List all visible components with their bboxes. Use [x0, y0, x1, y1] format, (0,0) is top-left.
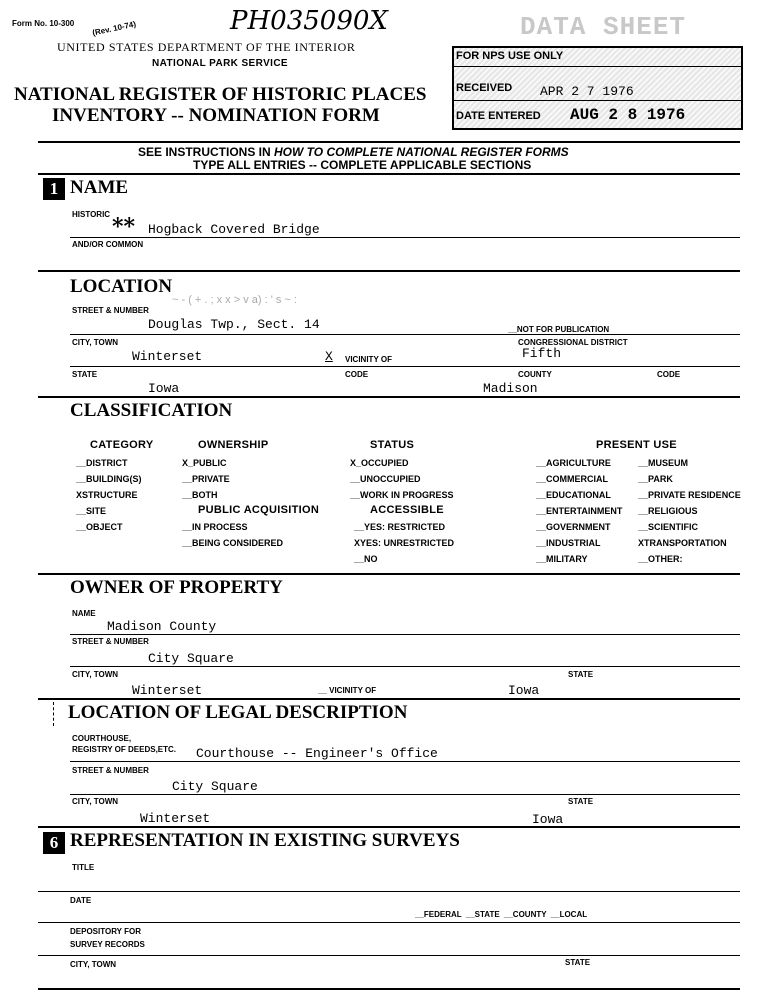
legal-city-value: Winterset [140, 811, 211, 826]
use-military[interactable]: __MILITARY [536, 554, 588, 564]
use-religious[interactable]: __RELIGIOUS [638, 506, 698, 516]
section-title-location: LOCATION [70, 276, 173, 297]
margin-mark [53, 702, 54, 726]
section-title-owner: OWNER OF PROPERTY [70, 577, 283, 598]
common-label: AND/OR COMMON [72, 240, 144, 249]
use-entertainment[interactable]: __ENTERTAINMENT [536, 506, 623, 516]
section-title-legal: LOCATION OF LEGAL DESCRIPTION [68, 702, 408, 723]
owner-state-label: STATE [568, 670, 594, 679]
category-district[interactable]: __DISTRICT [76, 458, 128, 468]
vicinity-mark: X [325, 349, 333, 364]
acquisition-list [182, 522, 283, 554]
location-code2-label: CODE [657, 370, 681, 379]
historic-label: HISTORIC [72, 210, 111, 219]
courthouse-value: Courthouse -- Engineer's Office [196, 746, 438, 761]
ownership-public[interactable]: X_PUBLIC [182, 458, 227, 468]
survey-state-label: STATE [565, 958, 591, 967]
section-number-6: 6 [43, 832, 65, 854]
survey-city-label: CITY, TOWN [70, 960, 117, 969]
location-county-label: COUNTY [518, 370, 552, 379]
congress-value: Fifth [522, 346, 562, 361]
accessible-unrestricted[interactable]: XYES: UNRESTRICTED [354, 538, 455, 548]
status-unoccupied[interactable]: __UNOCCUPIED [350, 474, 421, 484]
use-scientific[interactable]: __SCIENTIFIC [638, 522, 699, 532]
depository-label-1: DEPOSITORY FOR [70, 927, 141, 936]
depository-label-2: SURVEY RECORDS [70, 940, 145, 949]
accessible-heading: ACCESSIBLE [370, 504, 444, 516]
nps-box-label: FOR NPS USE ONLY [456, 50, 564, 62]
ownership-list [182, 458, 230, 506]
use-park[interactable]: __PARK [638, 474, 673, 484]
received-date: APR 2 7 1976 [540, 84, 634, 99]
handwritten-id: PH035090X [230, 6, 388, 36]
faint-handwriting: ~ - ( + . ; x x > v a) : ' s ~ : [172, 294, 297, 306]
section-title-name: NAME [70, 177, 129, 198]
use-private-residence[interactable]: __PRIVATE RESIDENCE [638, 490, 741, 500]
present-use-list-b [638, 458, 741, 570]
use-agriculture[interactable]: __AGRICULTURE [536, 458, 611, 468]
use-government[interactable]: __GOVERNMENT [536, 522, 611, 532]
category-heading: CATEGORY [90, 439, 154, 451]
owner-state-value: Iowa [508, 683, 540, 698]
status-list [350, 458, 454, 506]
nps-use-box [452, 46, 743, 130]
legal-state-value: Iowa [532, 812, 564, 827]
present-use-heading: PRESENT USE [596, 439, 677, 451]
survey-date-label: DATE [70, 896, 92, 905]
accessible-list [354, 522, 454, 570]
ownership-heading: OWNERSHIP [198, 439, 269, 451]
form-title-line1: NATIONAL REGISTER OF HISTORIC PLACES [14, 84, 427, 105]
use-museum[interactable]: __MUSEUM [638, 458, 689, 468]
status-heading: STATUS [370, 439, 415, 451]
owner-name-value: Madison County [107, 619, 217, 634]
data-sheet-stamp: DATA SHEET [520, 12, 687, 42]
registry-label: REGISTRY OF DEEDS,ETC. [72, 745, 177, 754]
use-commercial[interactable]: __COMMERCIAL [536, 474, 609, 484]
category-object[interactable]: __OBJECT [76, 522, 123, 532]
form-title-line2: INVENTORY -- NOMINATION FORM [52, 105, 380, 126]
use-transportation[interactable]: XTRANSPORTATION [638, 538, 727, 548]
present-use-list-a [536, 458, 622, 570]
date-entered-label: DATE ENTERED [456, 110, 541, 122]
location-city-value: Winterset [132, 349, 203, 364]
legal-city-label: CITY, TOWN [72, 797, 119, 806]
location-code-label: CODE [345, 370, 369, 379]
location-street-label: STREET & NUMBER [72, 306, 149, 315]
survey-levels: __FEDERAL __STATE __COUNTY __LOCAL [415, 910, 588, 919]
acquisition-being-considered[interactable]: __BEING CONSIDERED [182, 538, 284, 548]
use-industrial[interactable]: __INDUSTRIAL [536, 538, 601, 548]
congress-label: CONGRESSIONAL DISTRICT [518, 338, 628, 347]
accessible-restricted[interactable]: __YES: RESTRICTED [354, 522, 446, 532]
received-label: RECEIVED [456, 82, 513, 94]
location-street-value: Douglas Twp., Sect. 14 [148, 317, 320, 332]
location-state-value: Iowa [148, 381, 180, 396]
category-structure[interactable]: XSTRUCTURE [76, 490, 138, 500]
courthouse-label: COURTHOUSE, [72, 734, 132, 743]
service-name: NATIONAL PARK SERVICE [152, 58, 289, 69]
vicinity-label: VICINITY OF [345, 355, 392, 364]
historic-marks: ** [112, 214, 136, 240]
location-state-label: STATE [72, 370, 98, 379]
location-county-value: Madison [483, 381, 538, 396]
legal-street-value: City Square [172, 779, 258, 794]
status-work-in-progress[interactable]: __WORK IN PROGRESS [350, 490, 454, 500]
form-revision: (Rev. 10-74) [91, 19, 137, 38]
acquisition-heading: PUBLIC ACQUISITION [198, 504, 320, 516]
ownership-both[interactable]: __BOTH [182, 490, 218, 500]
date-entered-value: AUG 2 8 1976 [570, 106, 686, 124]
department-name: UNITED STATES DEPARTMENT OF THE INTERIOR [57, 40, 356, 54]
owner-city-value: Winterset [132, 683, 203, 698]
historic-name-value: Hogback Covered Bridge [148, 222, 320, 237]
category-buildings[interactable]: __BUILDING(S) [76, 474, 142, 484]
status-occupied[interactable]: X_OCCUPIED [350, 458, 409, 468]
section-title-classification: CLASSIFICATION [70, 400, 233, 421]
form-number: Form No. 10-300 [12, 19, 75, 28]
instructions-line1: SEE INSTRUCTIONS IN HOW TO COMPLETE NATIONAL REGISTER FORMS [138, 145, 569, 159]
location-city-label: CITY, TOWN [72, 338, 119, 347]
acquisition-in-process[interactable]: __IN PROCESS [182, 522, 248, 532]
use-educational[interactable]: __EDUCATIONAL [536, 490, 611, 500]
section-number-1: 1 [43, 178, 65, 200]
use-other[interactable]: __OTHER: [638, 554, 683, 564]
not-for-publication: __NOT FOR PUBLICATION [508, 325, 610, 334]
legal-state-label: STATE [568, 797, 594, 806]
category-list [76, 458, 142, 538]
owner-name-label: NAME [72, 609, 96, 618]
survey-title-label: TITLE [72, 863, 95, 872]
section-title-surveys: REPRESENTATION IN EXISTING SURVEYS [70, 830, 460, 851]
category-site[interactable]: __SITE [76, 506, 107, 516]
owner-vicinity-label: __ VICINITY OF [318, 686, 377, 695]
instructions-line2: TYPE ALL ENTRIES -- COMPLETE APPLICABLE SECTIONS [193, 158, 532, 172]
owner-street-value: City Square [148, 651, 234, 666]
accessible-no[interactable]: __NO [354, 554, 378, 564]
legal-street-label: STREET & NUMBER [72, 766, 149, 775]
ownership-private[interactable]: __PRIVATE [182, 474, 230, 484]
owner-city-label: CITY, TOWN [72, 670, 119, 679]
owner-street-label: STREET & NUMBER [72, 637, 149, 646]
